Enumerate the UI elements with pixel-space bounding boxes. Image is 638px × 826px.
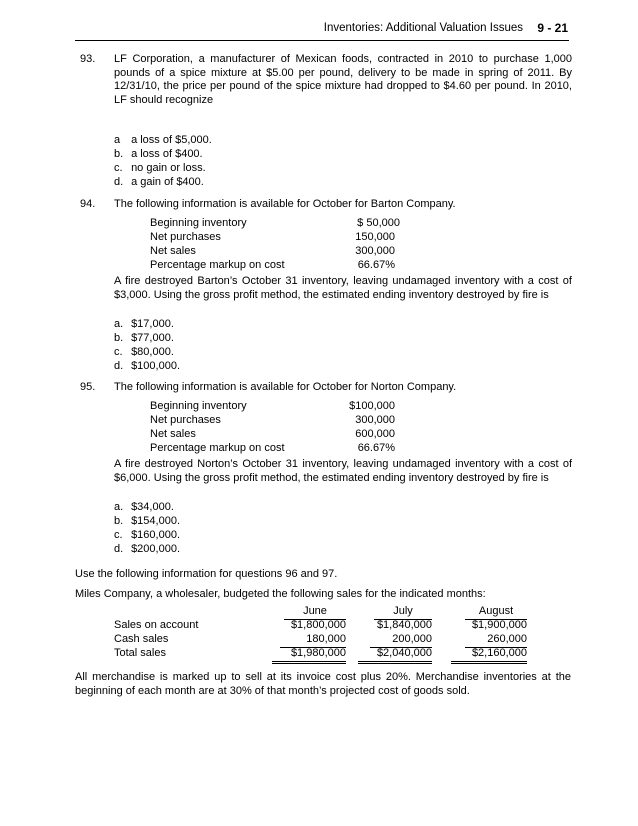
option-b	[114, 332, 174, 346]
row-value: 300,000	[355, 414, 395, 426]
row-value: $ 50,000	[357, 217, 400, 229]
option-label: b.	[114, 148, 124, 160]
cell-june: $1,980,000	[272, 647, 346, 664]
cell-august: 260,000	[465, 633, 527, 648]
row-label: Percentage markup on cost	[150, 442, 285, 454]
row-label: Total sales	[114, 647, 166, 659]
option-text: a gain of $400.	[131, 176, 204, 188]
page-number: 9 - 21	[537, 21, 568, 35]
option-label: c.	[114, 346, 123, 358]
option-text: $77,000.	[131, 332, 174, 344]
row-value: 66.67%	[357, 259, 395, 271]
question-text: A fire destroyed Barton’s October 31 inventory, leaving undamaged inventory with a cost of $3,000. Using the gross profit method, the estimated ending inventory destroyed by fire is	[114, 275, 572, 301]
question-number: 95.	[80, 381, 96, 393]
option-c	[114, 346, 174, 360]
row-label: Beginning inventory	[150, 217, 247, 229]
header-rule	[75, 40, 569, 41]
row-label: Net purchases	[150, 231, 221, 243]
option-label: b.	[114, 332, 124, 344]
table-row	[0, 400, 638, 414]
option-text: no gain or loss.	[131, 162, 206, 174]
table-row	[0, 259, 638, 273]
option-a	[114, 318, 174, 332]
row-label: Net sales	[150, 245, 196, 257]
row-label: Net purchases	[150, 414, 221, 426]
table-row	[0, 231, 638, 245]
page-header	[0, 22, 638, 38]
question-number: 94.	[80, 198, 96, 210]
cell-july: 200,000	[370, 633, 432, 648]
option-a	[114, 501, 174, 515]
option-b	[114, 515, 180, 529]
table-row	[0, 647, 638, 661]
row-value: 66.67%	[357, 442, 395, 454]
row-value: $100,000	[349, 400, 395, 412]
option-text: $34,000.	[131, 501, 174, 513]
cell-june: 180,000	[280, 633, 346, 648]
option-label: a	[114, 134, 121, 146]
option-b	[114, 148, 203, 162]
table-row	[0, 619, 638, 633]
table-row	[0, 414, 638, 428]
option-text: $17,000.	[131, 318, 174, 330]
option-d	[114, 360, 180, 374]
question-text: A fire destroyed Norton’s October 31 inventory, leaving undamaged inventory with a cost of $6,000. Using the gross profit method, the estimated ending inventory destroyed by fire is	[114, 458, 572, 484]
cell-august: $1,900,000	[471, 619, 527, 631]
question-number: 93.	[80, 53, 96, 65]
option-c	[114, 529, 180, 543]
row-label: Cash sales	[114, 633, 169, 645]
option-d	[114, 176, 204, 190]
option-text: $154,000.	[131, 515, 180, 527]
cell-july: $1,840,000	[376, 619, 432, 631]
info-line-2: Miles Company, a wholesaler, budgeted the following sales for the indicated months:	[75, 588, 486, 600]
option-label: a.	[114, 318, 124, 330]
question-intro: The following information is available for October for Barton Company.	[114, 198, 456, 210]
closing-paragraph: All merchandise is marked up to sell at its invoice cost plus 20%. Merchandise inventories at the beginning of each month are at 30% of that month’s projected cost of goods sold.	[75, 671, 571, 697]
option-text: $200,000.	[131, 543, 180, 555]
option-label: d.	[114, 543, 124, 555]
option-d	[114, 543, 180, 557]
cell-june: $1,800,000	[290, 619, 346, 631]
option-text: $80,000.	[131, 346, 174, 358]
column-header-august: August	[465, 605, 527, 620]
table-row	[0, 245, 638, 259]
option-label: a.	[114, 501, 124, 513]
table-row	[0, 428, 638, 442]
option-label: d.	[114, 176, 124, 188]
option-text: a loss of $5,000.	[131, 134, 212, 146]
row-value: 600,000	[355, 428, 395, 440]
option-label: b.	[114, 515, 124, 527]
option-text: $100,000.	[131, 360, 180, 372]
option-label: d.	[114, 360, 124, 372]
column-header-july: July	[374, 605, 432, 620]
row-label: Percentage markup on cost	[150, 259, 285, 271]
row-value: 150,000	[355, 231, 395, 243]
option-a	[114, 134, 212, 148]
table-row	[0, 442, 638, 456]
option-text: a loss of $400.	[131, 148, 203, 160]
header-title: Inventories: Additional Valuation Issues	[323, 22, 523, 34]
info-line-1: Use the following information for questions 96 and 97.	[75, 568, 338, 580]
option-text: $160,000.	[131, 529, 180, 541]
row-label: Net sales	[150, 428, 196, 440]
question-text: LF Corporation, a manufacturer of Mexican foods, contracted in 2010 to purchase 1,000 pounds of a spice mixture at $5.00 per pound, delivery to be made in spring of 2011. By 12/31/10, the price per pound of the spice mixture had dropped to $4.60 per pound. In 2010, LF should recognize	[114, 53, 572, 106]
row-label: Sales on account	[114, 619, 199, 631]
option-label: c.	[114, 162, 123, 174]
cell-august: $2,160,000	[451, 647, 527, 664]
table-row	[0, 633, 638, 647]
row-value: 300,000	[355, 245, 395, 257]
table-row	[0, 217, 638, 231]
option-label: c.	[114, 529, 123, 541]
row-label: Beginning inventory	[150, 400, 247, 412]
option-c	[114, 162, 206, 176]
question-intro: The following information is available for October for Norton Company.	[114, 381, 457, 393]
cell-july: $2,040,000	[358, 647, 432, 664]
column-header-june: June	[284, 605, 346, 620]
